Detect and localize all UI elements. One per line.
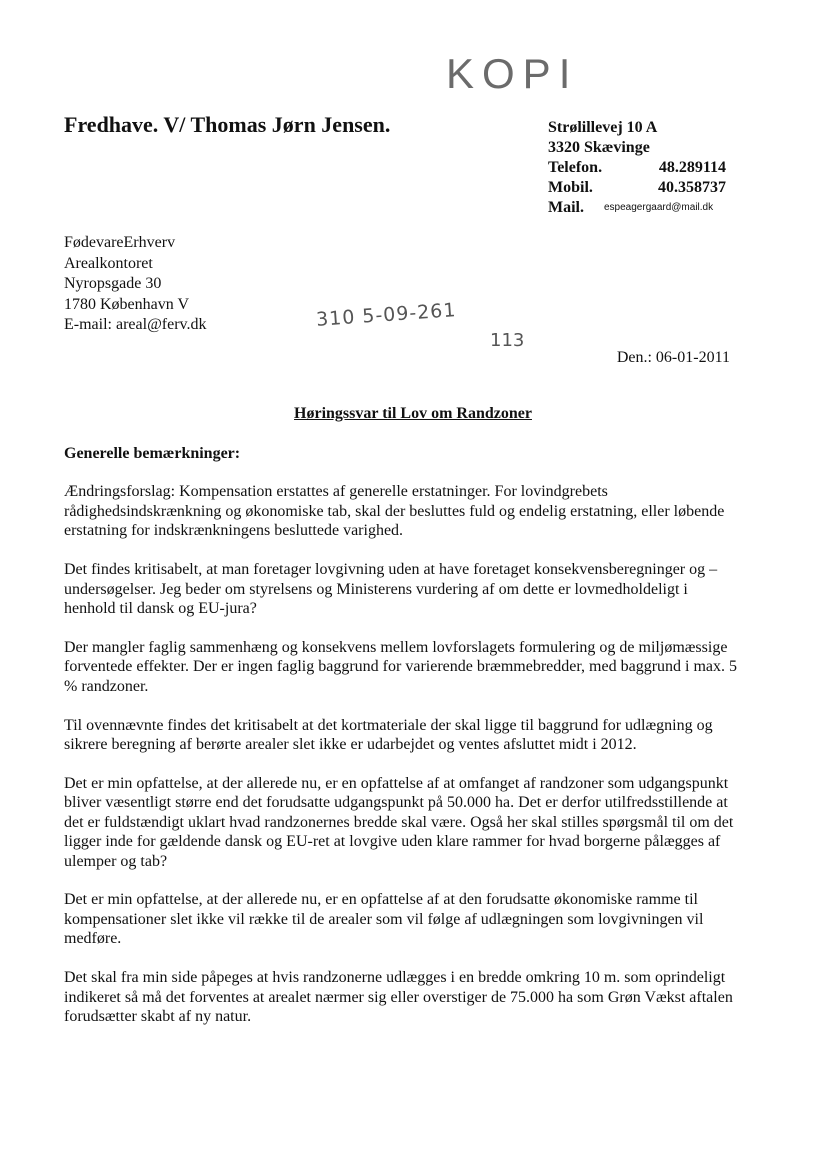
mobile-row: [548, 178, 726, 198]
sender-city: 3320 Skævinge: [548, 139, 650, 156]
mail-row: [548, 198, 726, 218]
phone-label: Telefon.: [548, 159, 603, 176]
recipient-email: E-mail: areal@ferv.dk: [64, 316, 207, 333]
handwritten-reference: 310 5-09-261: [315, 299, 458, 331]
handwritten-reference-2: 113: [490, 330, 525, 351]
paragraph: Det findes kritisabelt, at man foretager lovgivning uden at have foretaget konsekvensberegninger og – undersøgelser. Jeg beder om styrelsens og Ministerens vurdering af om dette er lovmedholdeligt i henhold til dansk og EU-jura?: [64, 561, 718, 617]
paragraph: Det er min opfattelse, at der allerede nu, er en opfattelse af at den forudsatte økonomiske ramme til kompensationer slet ikke vil række til de arealer som vil følge af udlægningen som lovgivningen vil medføre.: [64, 891, 704, 948]
sender-name: Fredhave. V/ Thomas Jørn Jensen.: [64, 112, 391, 137]
letter-date: Den.: 06-01-2011: [616, 349, 730, 366]
paragraph: Det er min opfattelse, at der allerede nu, er en opfattelse af at omfanget af randzoner som udgangspunkt bliver væsentligt større end det forudsatte udgangspunkt på 50.000 ha. Det er derfor utilfredsstillende at det er fuldstændigt uklart hvad randzonernes bredde skal være. Også her skal stilles spørgsmål til om det ligger inde for gældende dansk og EU-ret at lovgive uden klare rammer for hvad borgerne pålægges af ulemper og tab?: [64, 774, 734, 870]
mobile-label: Mobil.: [548, 179, 593, 196]
mail-address: espeagergaard@mail.dk: [604, 202, 714, 213]
recipient-line: Nyropsgade 30: [64, 275, 162, 292]
phone-number: 48.289114: [658, 159, 726, 176]
recipient-line: FødevareErhverv: [64, 234, 176, 251]
letter-body: [64, 444, 740, 1046]
mobile-number: 40.358737: [658, 179, 726, 196]
section-heading: Generelle bemærkninger:: [64, 445, 241, 462]
mail-label: Mail.: [548, 199, 584, 216]
sender-contact-block: [548, 118, 726, 218]
recipient-line: Arealkontoret: [64, 254, 153, 272]
paragraph: Til ovennævnte findes det kritisabelt at det kortmateriale der skal ligge til baggrund for udlægning og sikrere beregning af berørte arealer slet ikke er udarbejdet og ventes afsluttet midt i 2012.: [64, 716, 713, 753]
recipient-line: 1780 København V: [64, 295, 190, 313]
phone-row: [548, 158, 726, 178]
sender-street: Strølillevej 10 A: [548, 119, 658, 136]
paragraph: Det skal fra min side påpeges at hvis randzonerne udlægges i en bredde omkring 10 m. som oprindeligt indikeret så må det forventes at arealet nærmer sig eller overstiger de 75.000 ha som Grøn Vækst aftalen forudsætter skabt af ny natur.: [64, 969, 733, 1025]
paragraph: Ændringsforslag: Kompensation erstattes af generelle erstatninger. For lovindgrebets rådighedsindskrænkning og økonomiske tab, skal der besluttes fuld og endelig erstatning, eller løbende erstatning for indskrænkningens besluttede varighed.: [64, 483, 725, 540]
paragraph: Der mangler faglig sammenhæng og konsekvens mellem lovforslagets formulering og de miljømæssige forventede effekter. Der er ingen faglig baggrund for varierende bræmmebredder, med baggrund i max. 5 % randzoner.: [64, 638, 738, 695]
document-title: Høringssvar til Lov om Randzoner: [294, 405, 532, 422]
recipient-address: [64, 233, 207, 336]
kopi-stamp: KOPI: [446, 50, 579, 97]
